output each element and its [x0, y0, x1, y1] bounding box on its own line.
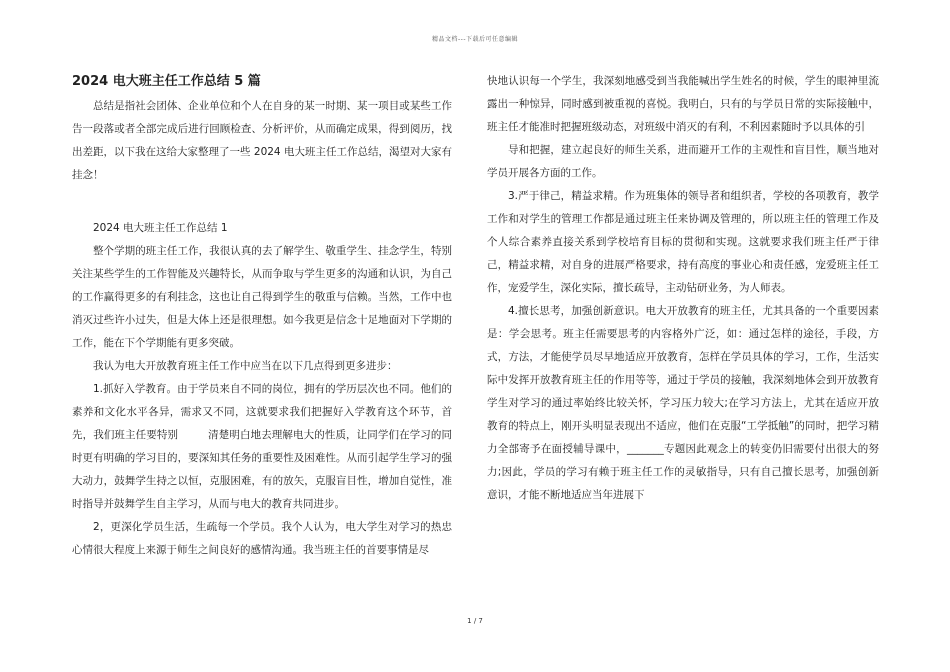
section-title: 2024 电大班主任工作总结 1 [93, 222, 228, 234]
paragraph-7: 4.擅长思考，加强创新意识。电大开放教育的班主任，尤其具备的一个重要因素是：学会思考。班主任需要思考的内容格外广泛，如：通过怎样的途径，手段，方式，方法，才能使学员尽早地适应开放教育，怎样在学员具体的学习，工作，生活实际中发挥开放教育班主任的作用等等，通过于学员的接触，我深刻地体会到开放教育学生对学习的通过率始终比较关怀，学习压力较大;在学习方法上，尤其在适应开放教育的特点上，刚开头明显表现出不适应，他们在克服“工学抵触”的同时，把学习精力全部寄予在面授辅导课中，_______专题因此观念上的转变仍旧需要付出很大的努力;因此，学员的学习有赖于班主任工作的灵敏指导，只有自己擅长思考，加强创新意识，才能不断地适应当年进展下 [487, 305, 879, 501]
paragraph-3-part-2: 清楚明白地去理解电大的性质，让同学们在学习的同时更有明确的学习目的，要深知其任务的重要性及困难性。从而引起学生学习的强大动力，鼓舞学生持之以恒，克服困难，有的放矢，克服盲目性，增加自觉性，准时指导并鼓舞学生自主学习，从而与电大的教育共同进步。 [72, 429, 453, 510]
intro-paragraph: 总结是指社会团体、企业单位和个人在自身的某一时期、某一项目或某些工作告一段落或者全部完成后进行回顾检查、分析评价，从而确定成果，得到阅历，找出差距，以下我在这给大家整理了一些 2024 电大班主任工作总结，渴望对大家有挂念！ [72, 100, 452, 181]
paragraph-continued: 快地认识每一个学生，我深刻地感受到当我能喊出学生姓名的时候，学生的眼神里流露出一种惊异，同时感到被重视的喜悦。我明白，只有的与学员日常的实际接触中，班主任才能准时把握班级动态，对班级中消灭的有利，不利因素随时予以具体的引 [487, 75, 879, 133]
paragraph-1: 整个学期的班主任工作，我很认真的去了解学生、敬重学生、挂念学生，特别关注某些学生的工作智能及兴趣特长，从而争取与学生更多的沟通和认识，为自己的工作赢得更多的有利挂念，这也让自己得到学生的敬重与信赖。当然，工作中也消灭过些许小过失，但是大体上还是很理想。如今我更是信念十足地面对下学期的工作，能在下个学期能有更多突破。 [72, 245, 452, 349]
document-title: 2024 电大班主任工作总结 5 篇 [72, 74, 261, 89]
page-header: 精品文档---下载后可任意编辑 [432, 36, 518, 43]
paragraph-4: 2，更深化学员生活，生疏每一个学员。我个人认为，电大学生对学习的热忠心情很大程度上来源于师生之间良好的感情沟通。我当班主任的首要事情是尽 [72, 521, 452, 556]
paragraph-5: 导和把握，建立起良好的师生关系，进而避开工作的主观性和盲目性，顺当地对学员开展各方面的工作。 [487, 144, 879, 179]
right-column [487, 70, 879, 507]
paragraph-2: 我认为电大开放教育班主任工作中应当在以下几点得到更多进步： [93, 360, 398, 372]
paragraph-3 [72, 378, 452, 516]
paragraph-6: 3.严于律己，精益求精。作为班集体的领导者和组织者，学校的各项教育，教学工作和对学生的管理工作都是通过班主任来协调及管理的，所以班主任的管理工作及个人综合素养直接关系到学校培育目标的贯彻和实现。这就要求我们班主任严于律己，精益求精，对自身的进展严格要求，持有高度的事业心和责任感，宠爱班主任工作，宠爱学生，深化实际，擅长疏导，主动钻研业务，为人师表。 [487, 190, 879, 294]
left-column [72, 70, 452, 562]
page-number: 1 / 7 [467, 617, 483, 625]
paragraph-3-part-1: 1.抓好入学教育。由于学员来自不同的岗位，拥有的学历层次也不同。他们的素养和文化水平各异，需求又不同，这就要求我们把握好入学教育这个环节，首先，我们班主任要特别 [72, 383, 452, 441]
